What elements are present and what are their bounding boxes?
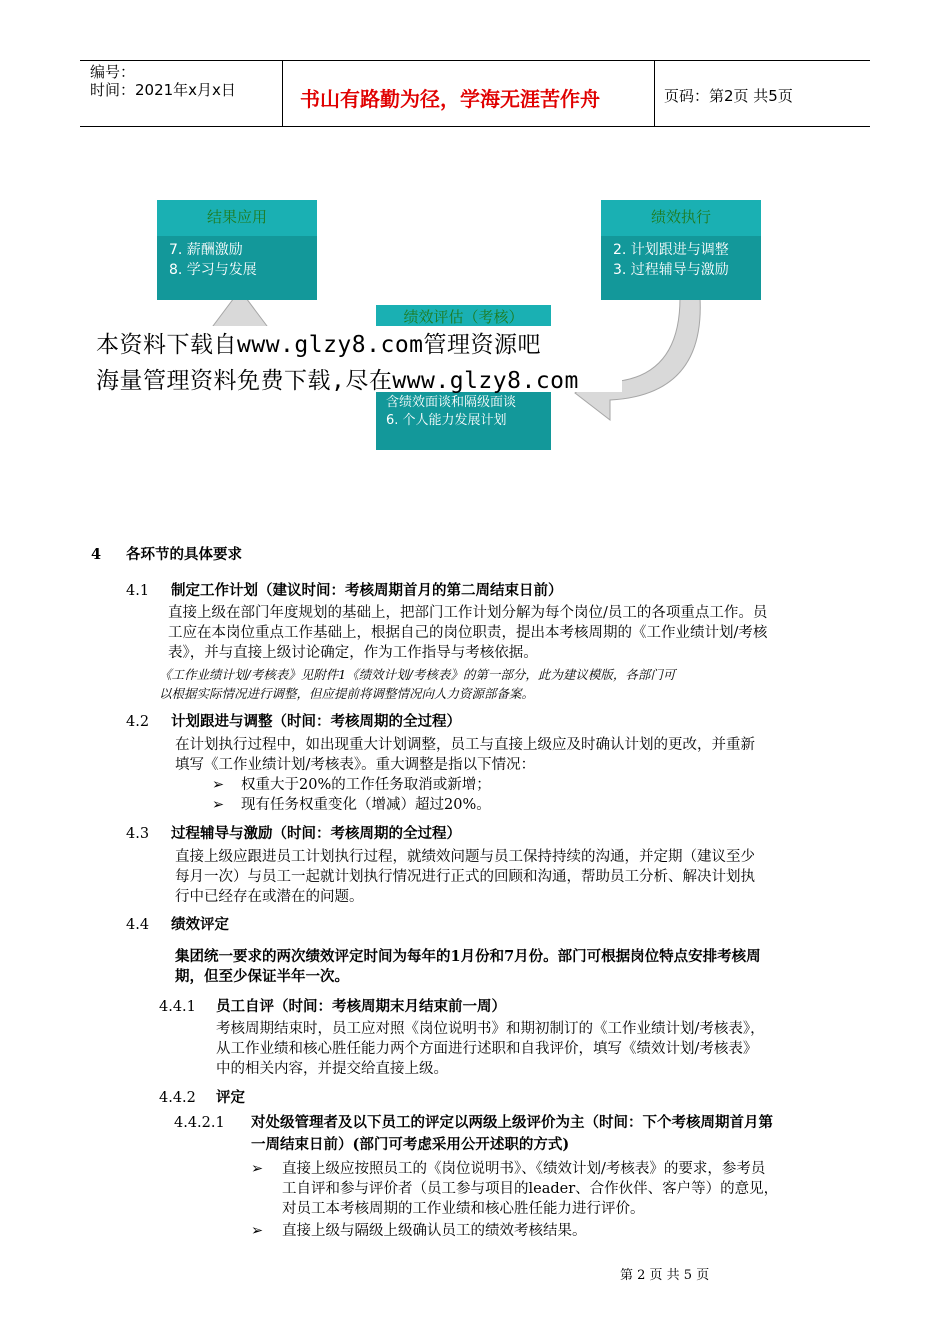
section-title: 一周结束日前）(部门可考虑采用公开述职的方式) xyxy=(251,1136,570,1153)
paragraph-line: 考核周期结束时，员工应对照《岗位说明书》和期初制订的《工作业绩计划/考核表》， xyxy=(216,1021,765,1037)
note-line: 《工作业绩计划/考核表》见附件1《绩效计划/考核表》的第一部分，此为建议模版，各部门可 xyxy=(159,667,676,682)
header-motto: 书山有路勤为径，学海无涯苦作舟 xyxy=(300,87,600,111)
bullet-arrow-icon: ➢ xyxy=(251,1223,264,1239)
box-result-application xyxy=(157,200,317,300)
section-title: 绩效评定 xyxy=(171,916,229,933)
section-title: 对处级管理者及以下员工的评定以两级上级评价为主（时间：下个考核周期首月第 xyxy=(251,1114,773,1131)
box-eval-item: 6. 个人能力发展计划 xyxy=(386,413,507,428)
paragraph-line: 在计划执行过程中，如出现重大计划调整，员工与直接上级应及时确认计划的更改，并重新 xyxy=(175,737,755,753)
paragraph-line: 直接上级应跟进员工计划执行过程，就绩效问题与员工保持持续的沟通，并定期（建议至少 xyxy=(175,849,755,865)
section-title: 过程辅导与激励（时间：考核周期的全过程） xyxy=(171,825,461,842)
section-title: 制定工作计划（建议时间：考核周期首月的第二周结束日前） xyxy=(171,582,563,599)
box-exec-item: 3. 过程辅导与激励 xyxy=(613,262,729,278)
section-number: 4.4 xyxy=(126,917,150,933)
bullet-arrow-icon: ➢ xyxy=(251,1161,264,1177)
bullet-item: 现有任务权重变化（增减）超过20%。 xyxy=(241,797,491,813)
section-number: 4.3 xyxy=(126,826,150,842)
paragraph-line: 填写《工作业绩计划/考核表》。重大调整是指以下情况： xyxy=(175,757,536,773)
paragraph-line: 中的相关内容，并提交给直接上级。 xyxy=(216,1061,448,1077)
box-result-item: 7. 薪酬激励 xyxy=(169,242,243,258)
paragraph-line: 直接上级在部门年度规划的基础上，把部门工作计划分解为每个岗位/员工的各项重点工作。员 xyxy=(168,605,768,621)
paragraph-line: 表》，并与直接上级讨论确定，作为工作指导与考核依据。 xyxy=(168,645,538,661)
paragraph-line: 期，但至少保证半年一次。 xyxy=(175,968,349,985)
bullet-item: 直接上级与隔级上级确认员工的绩效考核结果。 xyxy=(282,1223,587,1239)
paragraph-line: 集团统一要求的两次绩效评定时间为每年的1月份和7月份。部门可根据岗位特点安排考核周 xyxy=(175,948,761,965)
box-exec-title: 绩效执行 xyxy=(601,200,761,236)
paragraph-line: 每月一次）与员工一起就计划执行情况进行正式的回顾和沟通，帮助员工分析、解决计划执 xyxy=(175,869,755,885)
section-number: 4.1 xyxy=(126,583,150,599)
section-title: 评定 xyxy=(216,1089,245,1106)
section-title: 员工自评（时间：考核周期末月结束前一周） xyxy=(216,998,506,1015)
header-page-info: 页码：第2页 共5页 xyxy=(664,87,793,105)
box-eval-title: 绩效评估（考核） xyxy=(376,305,551,331)
bullet-arrow-icon: ➢ xyxy=(212,797,225,813)
bullet-item: 直接上级应按照员工的《岗位说明书》、《绩效计划/考核表》的要求，参考员 xyxy=(282,1161,766,1177)
header-number: 编号： xyxy=(90,63,136,81)
watermark-line: 海量管理资料免费下载,尽在www.glzy8.com xyxy=(96,368,579,394)
watermark-line: 本资料下载自www.glzy8.com管理资源吧 xyxy=(96,332,542,358)
box-eval-item: 含绩效面谈和隔级面谈 xyxy=(386,395,517,410)
header-time: 时间：2021年x月x日 xyxy=(90,81,236,99)
section-title: 计划跟进与调整（时间：考核周期的全过程） xyxy=(171,713,461,730)
footer-page-number: 第 2 页 共 5 页 xyxy=(620,1268,710,1283)
section-number: 4.4.2 xyxy=(159,1090,196,1106)
section-number: 4.4.2.1 xyxy=(174,1115,225,1131)
note-line: 以根据实际情况进行调整，但应提前将调整情况向人力资源部备案。 xyxy=(159,686,535,701)
section-title: 各环节的具体要求 xyxy=(126,546,242,563)
paragraph-line: 行中已经存在或潜在的问题。 xyxy=(175,889,364,905)
section-number: 4.4.1 xyxy=(159,999,196,1015)
bullet-item: 工自评和参与评价者（员工参与项目的leader、合作伙伴、客户等）的意见， xyxy=(282,1181,779,1197)
box-performance-execution xyxy=(601,200,761,300)
bullet-item: 权重大于20%的工作任务取消或新增； xyxy=(241,777,491,793)
box-result-title: 结果应用 xyxy=(157,200,317,236)
paragraph-line: 工应在本岗位重点工作基础上，根据自己的岗位职责，提出本考核周期的《工作业绩计划/考核 xyxy=(168,625,768,641)
bullet-item: 对员工本考核周期的工作业绩和核心胜任能力进行评价。 xyxy=(282,1201,645,1217)
paragraph-line: 从工作业绩和核心胜任能力两个方面进行述职和自我评价，填写《绩效计划/考核表》 xyxy=(216,1041,758,1057)
box-exec-item: 2. 计划跟进与调整 xyxy=(613,242,729,258)
section-number: 4.2 xyxy=(126,714,150,730)
section-number: 4 xyxy=(91,546,102,563)
bullet-arrow-icon: ➢ xyxy=(212,777,225,793)
box-result-item: 8. 学习与发展 xyxy=(169,262,257,278)
